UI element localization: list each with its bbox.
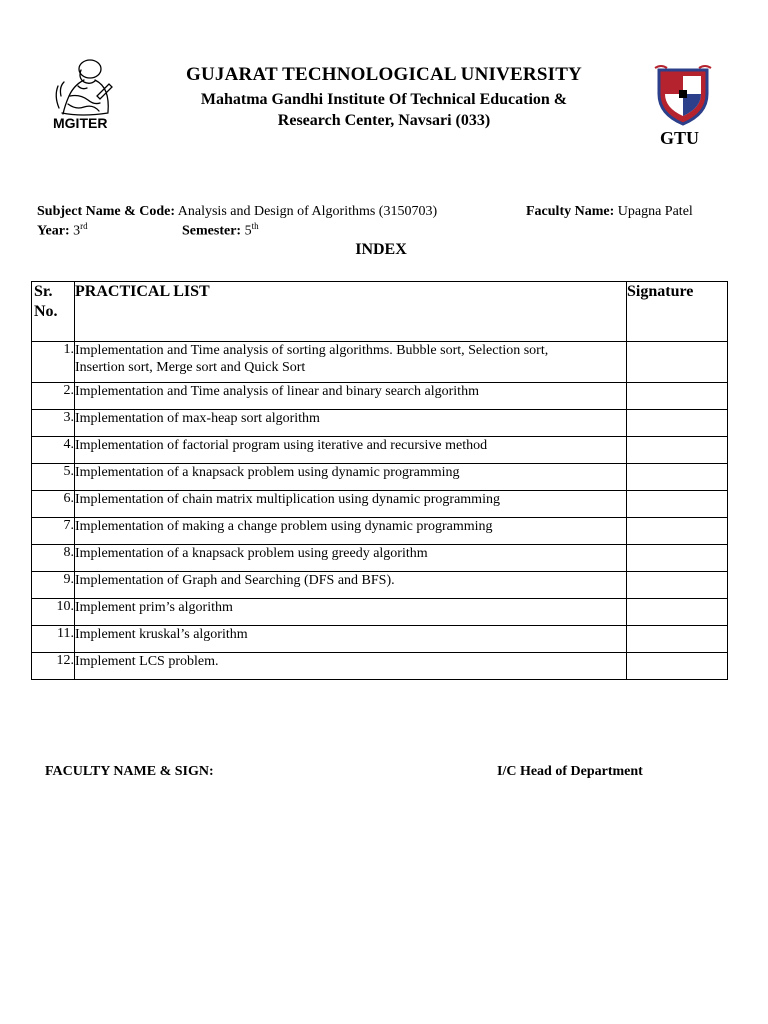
year-suffix: rd (80, 221, 88, 231)
column-header-sr-no (32, 282, 75, 342)
row-signature-cell (627, 653, 728, 680)
row-sr-no: 11. (32, 626, 75, 653)
faculty-sign-label: FACULTY NAME & SIGN: (45, 764, 214, 779)
index-title: INDEX (355, 241, 407, 258)
table-row (32, 410, 728, 437)
university-title: GUJARAT TECHNOLOGICAL UNIVERSITY (186, 64, 582, 85)
row-practical-line2: Insertion sort, Merge sort and Quick Sort (75, 360, 306, 375)
table-row (32, 437, 728, 464)
semester-value: 5 (244, 223, 252, 239)
row-signature-cell (627, 599, 728, 626)
row-sr-no: 3. (32, 410, 75, 437)
faculty-label: Faculty Name: (526, 204, 615, 219)
row-practical: Implement kruskal’s algorithm (75, 626, 627, 653)
semester-label: Semester: (182, 223, 242, 239)
sr-header-line1: Sr. (34, 283, 53, 300)
row-signature-cell (627, 491, 728, 518)
row-signature-cell (627, 464, 728, 491)
table-row (32, 464, 728, 491)
subject-label: Subject Name & Code: (37, 204, 176, 219)
table-row (32, 599, 728, 626)
table-row (32, 545, 728, 572)
row-signature-cell (627, 410, 728, 437)
faculty-value: Upagna Patel (617, 204, 693, 219)
table-row (32, 572, 728, 599)
column-header-signature: Signature (627, 282, 728, 342)
mgiter-logo-text: MGITER (53, 115, 108, 131)
row-signature-cell (627, 626, 728, 653)
row-practical: Implementation of a knapsack problem using greedy algorithm (75, 545, 627, 572)
gtu-shield-icon (653, 64, 713, 128)
table-row (32, 653, 728, 680)
row-signature-cell (627, 572, 728, 599)
table-row (32, 626, 728, 653)
table-row (32, 518, 728, 545)
gtu-logo (653, 64, 713, 128)
institute-name-line2: Research Center, Navsari (033) (277, 112, 491, 129)
row-sr-no: 12. (32, 653, 75, 680)
hod-label: I/C Head of Department (497, 764, 643, 779)
year-value: 3 (73, 223, 81, 239)
row-sr-no: 6. (32, 491, 75, 518)
table-header-row (32, 282, 728, 342)
row-signature-cell (627, 518, 728, 545)
row-practical: Implementation and Time analysis of linear and binary search algorithm (75, 383, 627, 410)
table-row (32, 342, 728, 383)
subject-line (37, 204, 437, 220)
year-line (37, 221, 88, 240)
row-signature-cell (627, 437, 728, 464)
row-practical: Implement prim’s algorithm (75, 599, 627, 626)
row-sr-no: 7. (32, 518, 75, 545)
row-practical: Implementation of a knapsack problem using dynamic programming (75, 464, 627, 491)
row-sr-no: 10. (32, 599, 75, 626)
row-signature-cell (627, 342, 728, 383)
table-row (32, 491, 728, 518)
sr-header-line2: No. (34, 303, 58, 320)
row-practical-line1: Implementation and Time analysis of sorting algorithms. Bubble sort, Selection sort, (75, 343, 549, 358)
subject-value: Analysis and Design of Algorithms (3150703) (177, 204, 438, 219)
row-signature-cell (627, 383, 728, 410)
row-sr-no: 9. (32, 572, 75, 599)
row-sr-no: 2. (32, 383, 75, 410)
row-sr-no: 8. (32, 545, 75, 572)
faculty-line (526, 204, 693, 220)
column-header-practical-list: PRACTICAL LIST (75, 282, 627, 342)
table-row (32, 383, 728, 410)
row-sr-no: 1. (32, 342, 75, 383)
row-practical (75, 342, 627, 383)
row-sr-no: 4. (32, 437, 75, 464)
year-label: Year: (37, 223, 70, 239)
row-practical: Implementation of making a change problem using dynamic programming (75, 518, 627, 545)
semester-suffix: th (251, 221, 259, 231)
gtu-label: GTU (660, 128, 700, 148)
row-practical: Implementation of chain matrix multiplication using dynamic programming (75, 491, 627, 518)
semester-line (182, 221, 259, 240)
row-practical: Implementation of Graph and Searching (DFS and BFS). (75, 572, 627, 599)
row-sr-no: 5. (32, 464, 75, 491)
practical-list-table (31, 281, 728, 680)
row-practical: Implement LCS problem. (75, 653, 627, 680)
row-signature-cell (627, 545, 728, 572)
institute-name-line1: Mahatma Gandhi Institute Of Technical Education & (200, 91, 568, 108)
row-practical: Implementation of factorial program using iterative and recursive method (75, 437, 627, 464)
row-practical: Implementation of max-heap sort algorithm (75, 410, 627, 437)
